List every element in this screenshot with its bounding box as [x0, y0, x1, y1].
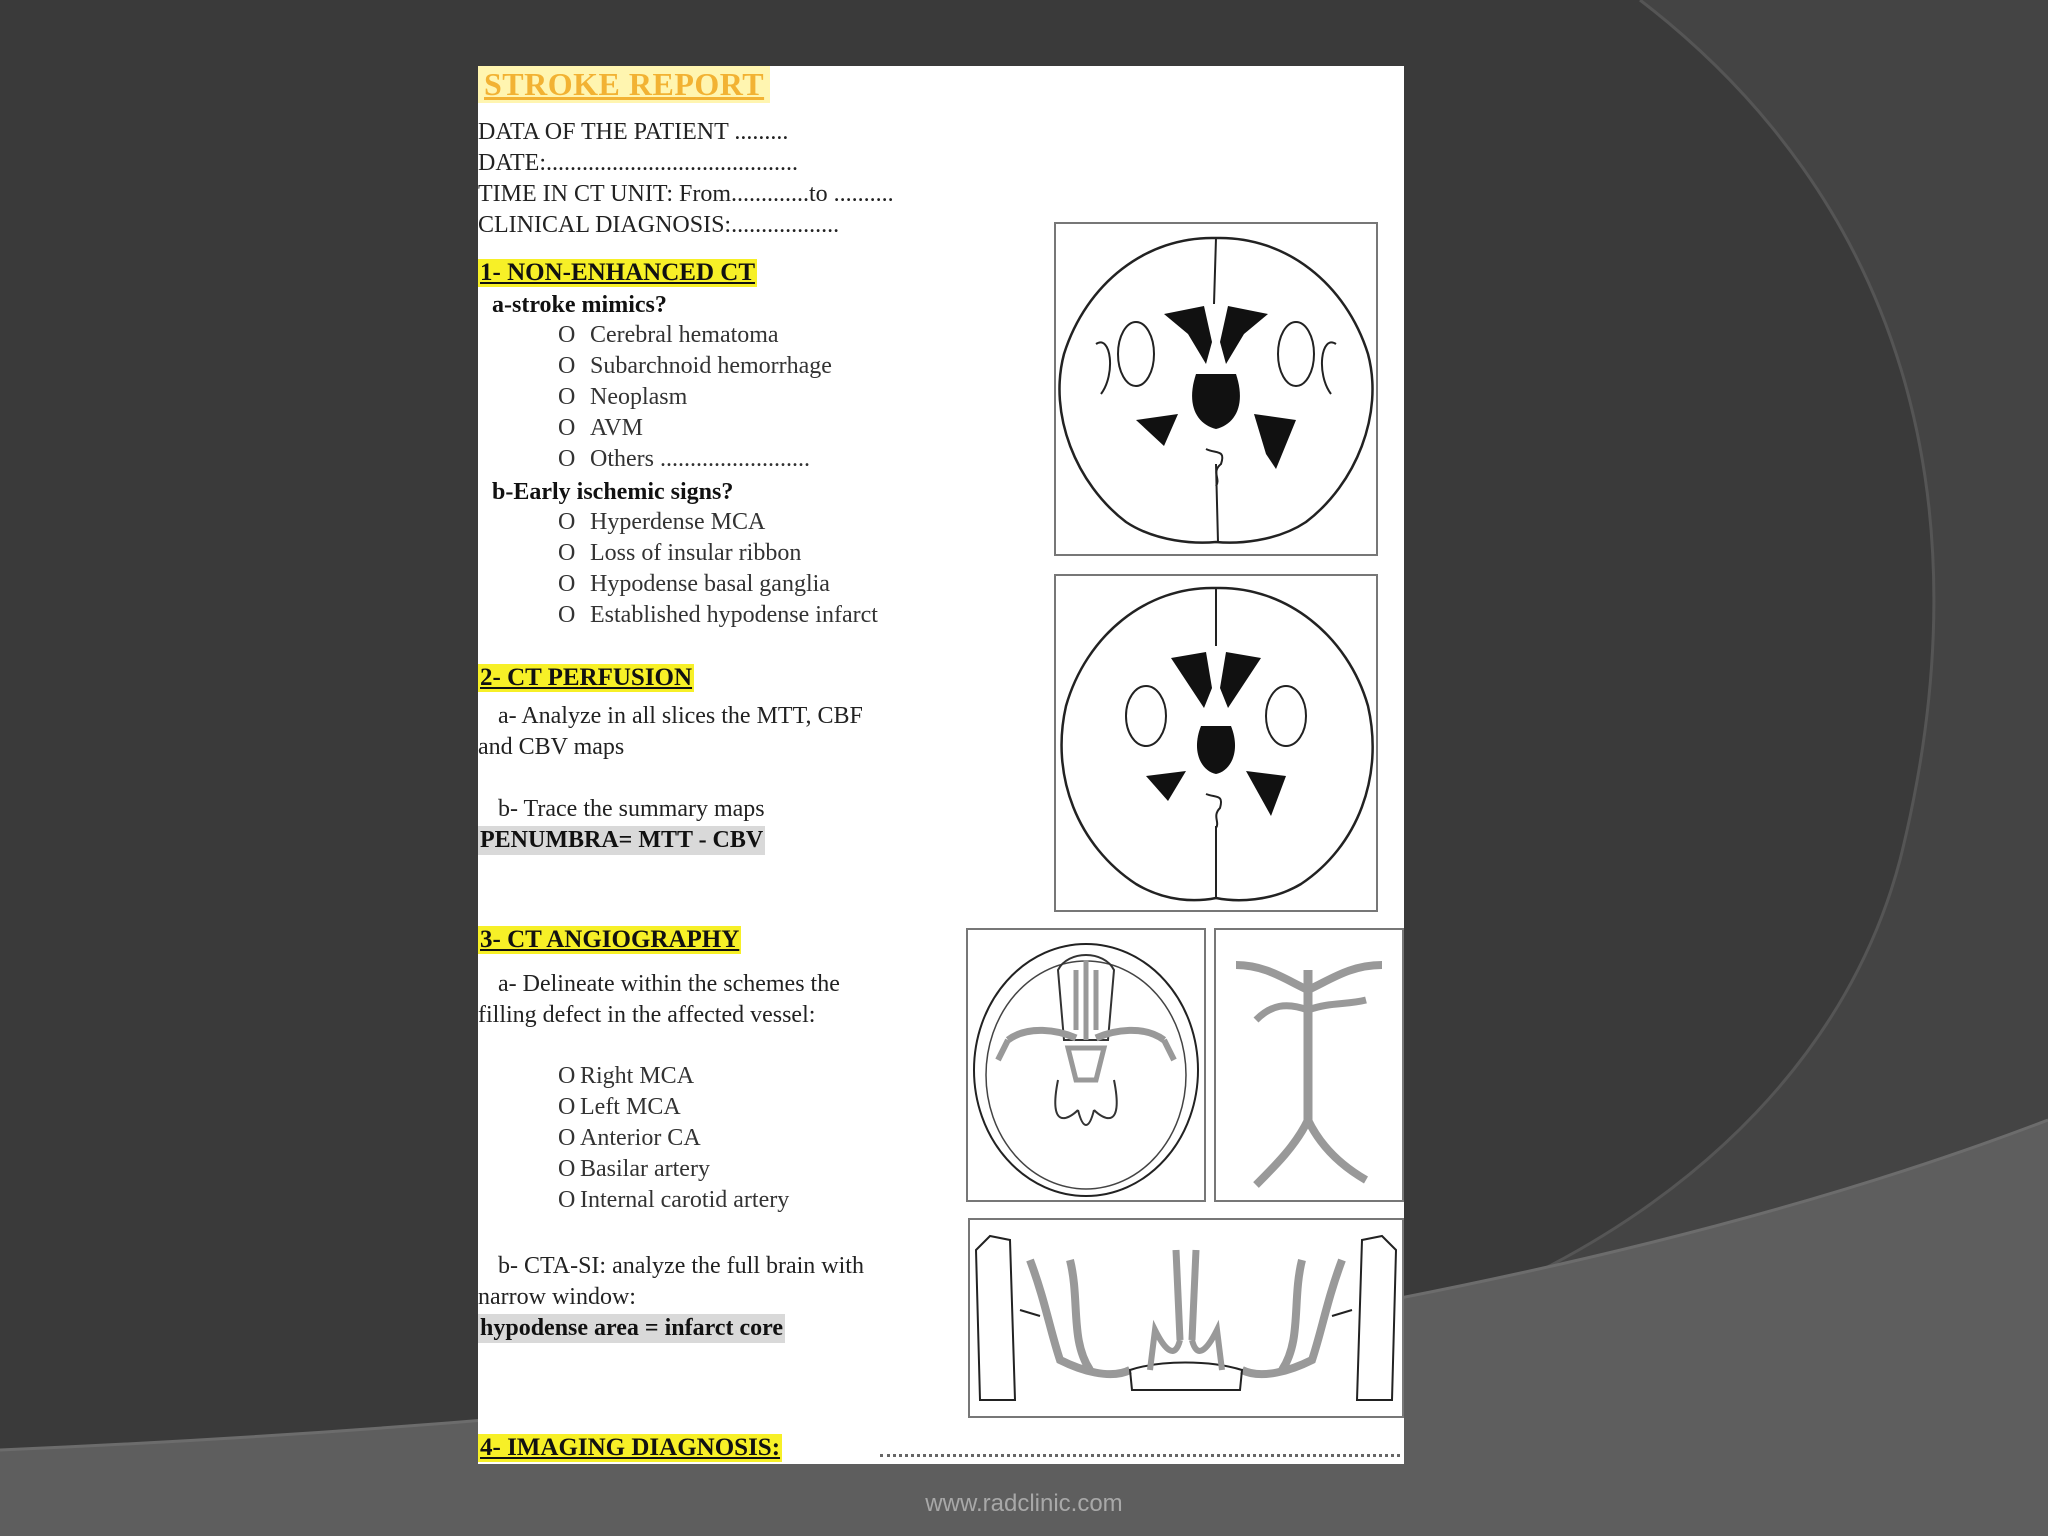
section-ct-perfusion-heading: 2- CT PERFUSION — [480, 664, 693, 691]
option-hyperdense-mca[interactable]: O Hyperdense MCA — [558, 509, 766, 535]
clinical-diagnosis-field: CLINICAL DIAGNOSIS:.................. — [478, 212, 840, 238]
option-marker: O — [558, 1094, 576, 1120]
option-marker: O — [558, 322, 576, 348]
website-footer: www.radclinic.com — [925, 1490, 1123, 1517]
option-subarachnoid-hemorrhage[interactable]: O Subarchnoid hemorrhage — [558, 353, 832, 379]
angiography-instruction-a-cont: filling defect in the affected vessel: — [478, 1002, 816, 1028]
option-established-infarct[interactable]: O Established hypodense infarct — [558, 602, 878, 628]
coronal-mca-diagram — [968, 1218, 1404, 1418]
coronal-vessel-diagram — [1214, 928, 1404, 1202]
stroke-report-document — [478, 66, 1404, 1464]
brain-axial-diagram-2 — [1054, 574, 1378, 912]
diagnosis-dotted-line — [880, 1454, 1400, 1457]
early-ischemic-signs-question: b-Early ischemic signs? — [492, 479, 734, 505]
section-imaging-diagnosis-heading: 4- IMAGING DIAGNOSIS: — [480, 1434, 781, 1461]
option-marker: O — [558, 353, 576, 379]
option-marker: O — [558, 415, 576, 441]
penumbra-formula: PENUMBRA= MTT - CBV — [480, 827, 764, 853]
option-basilar-artery[interactable]: O Basilar artery — [558, 1156, 710, 1182]
option-marker: O — [558, 384, 576, 410]
option-marker: O — [558, 1063, 576, 1089]
option-anterior-ca[interactable]: O Anterior CA — [558, 1125, 701, 1151]
time-in-ct-field: TIME IN CT UNIT: From.............to .......... — [478, 181, 894, 207]
perfusion-instruction-b: b- Trace the summary maps — [498, 796, 765, 822]
option-marker: O — [558, 1187, 576, 1213]
option-left-mca[interactable]: O Left MCA — [558, 1094, 681, 1120]
infarct-core-formula: hypodense area = infarct core — [480, 1315, 783, 1341]
option-marker: O — [558, 1156, 576, 1182]
option-marker: O — [558, 602, 576, 628]
circle-of-willis-diagram — [966, 928, 1206, 1202]
cta-si-instruction: b- CTA-SI: analyze the full brain with — [498, 1253, 864, 1279]
brain-axial-diagram-1 — [1054, 222, 1378, 556]
date-field: DATE:.......................................... — [478, 150, 798, 176]
section-non-enhanced-ct-heading: 1- NON-ENHANCED CT — [480, 259, 755, 286]
option-neoplasm[interactable]: O Neoplasm — [558, 384, 688, 410]
option-cerebral-hematoma[interactable]: O Cerebral hematoma — [558, 322, 779, 348]
perfusion-instruction-a: a- Analyze in all slices the MTT, CBF — [498, 703, 863, 729]
option-marker: O — [558, 571, 576, 597]
patient-data-field: DATA OF THE PATIENT ......... — [478, 119, 789, 145]
option-marker: O — [558, 446, 576, 472]
perfusion-instruction-a-cont: and CBV maps — [478, 734, 625, 760]
cta-si-instruction-cont: narrow window: — [478, 1284, 636, 1310]
section-ct-angiography-heading: 3- CT ANGIOGRAPHY — [480, 926, 740, 953]
option-right-mca[interactable]: O Right MCA — [558, 1063, 695, 1089]
option-internal-carotid-artery[interactable]: O Internal carotid artery — [558, 1187, 790, 1213]
option-marker: O — [558, 509, 576, 535]
option-hypodense-basal-ganglia[interactable]: O Hypodense basal ganglia — [558, 571, 830, 597]
option-marker: O — [558, 1125, 576, 1151]
option-others[interactable]: O Others ......................... — [558, 446, 810, 472]
report-title: STROKE REPORT — [478, 66, 770, 103]
option-marker: O — [558, 540, 576, 566]
angiography-instruction-a: a- Delineate within the schemes the — [498, 971, 840, 997]
option-avm[interactable]: O AVM — [558, 415, 643, 441]
stroke-mimics-question: a-stroke mimics? — [492, 292, 667, 318]
option-loss-of-insular-ribbon[interactable]: O Loss of insular ribbon — [558, 540, 802, 566]
